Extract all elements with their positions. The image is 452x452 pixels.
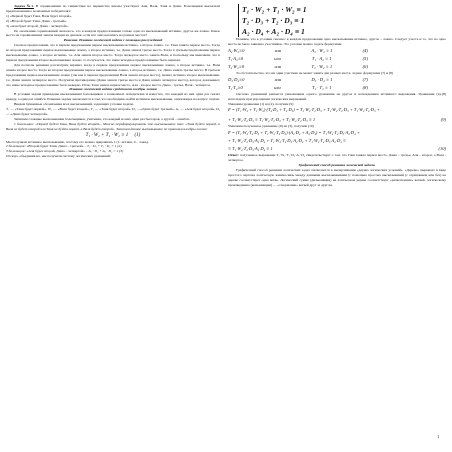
equation-9-line-2: + T₁·W₂·T₂·D₃ ≡ T₁·W₂·T₂·D₃ + T₁·W₂·T₂·D₃ ≡ 1 [228, 117, 316, 123]
right-column [228, 4, 446, 188]
notation-paragraph: T₁ — «Таня будет первой», W₂ — «Валя будет второй», T₂ — «Таня будет второй», D₃ —«Даша будет третьей», A₂ — «Аля будет второй», D₄ — «Даша будет четвертой». [6, 107, 220, 116]
page-number: 1 [437, 434, 440, 439]
constraint-rhs: T₁ · T₂ ≡ 1 [311, 84, 332, 90]
fan3-text: «Аля будет второй, Даша – четвертой» – [26, 149, 88, 154]
condition-paragraph: По окончании соревнований оказалось, что в каждом предположении только одно из высказываний истинно, другое же ложно. Какое место на соревнованиях заняла каждая из девочек, если все они оказались на разных местах? [6, 28, 220, 38]
constraint-or: или [274, 55, 281, 61]
task-title: Задача №1. [14, 4, 34, 8]
guess-1: 1) «Первой будет Таня, Валя будет второй». [6, 13, 72, 18]
system-equation-3: A₂ · D₄ + A₂ · D₄ ≡ 1 [242, 27, 305, 36]
constraint-row [228, 76, 368, 84]
constraint-lhs: D₃·D₄≡0 [228, 76, 245, 82]
constraint-or: или [274, 84, 281, 90]
guess-3: 3) «Аля будет второй, Даша - четвертой». [6, 23, 69, 28]
constraint-lhs: T₁·A₂≡0 [228, 55, 244, 61]
constraint-rhs: T₁ · A₂ ≡ 1 [311, 55, 332, 61]
truth-note: Мы получили истинное высказывание, поэтому его можно приравнять 1 (1- истина, 0 – ложь). [6, 139, 149, 144]
fan2-label: 2 болельщик: [6, 144, 26, 149]
algebra-paragraph-3: Запишем сложные высказывания болельщиков, учитывая, что каждый из них один раз был прав, а другой – ошибся. [14, 116, 190, 121]
constraint-or: или [274, 76, 282, 82]
constraint-lhs: T₁·T₂≡0 [228, 84, 243, 90]
reasoning-paragraph-1: Сначала предположим, что в первом предложении первое высказывание истинно, а второе ложно, т.е. Таня заняла первое место. Тогда во втором предложении первое высказывание ложно, а второе истинно, т.е. Даша заняла третье место. Тогда в третьем предложении первое высказывание ложно, а второе истинно, т.е. Аля заняла второе место. Тогда четвертое место заняла Валя, и поскольку мы выяснили, что в первом предложении второе высказывание ложно, то получается, что наше исходное предположение было верным. [6, 43, 220, 62]
constraints-table-1 [228, 47, 368, 71]
answer-paragraph [228, 153, 446, 163]
formula-2: T₂ · D₃ + T₂ · D₃ ≡ 1 (2) [87, 144, 122, 149]
equation-10-line-2: + T₁·W₂·T₂·D₃·A₂·D₄ + T₁·W₂·T₂·D₃·A₂·D₄ + T₁·W₂·T₂·D₃·A₂·D₄ ≡ [228, 138, 346, 144]
constraint-rhs: T₂ · W₂ ≡ 1 [311, 63, 333, 69]
fan3-label: 3 болельщик: [6, 149, 26, 154]
constraint-lhs: A₂·W₂≡0 [228, 47, 245, 53]
equation-10-line-1: F = (T₁·W₂·T₂·D₃ + T₁·W₂·T₂·D₃)·(A₂·D₄ + A₂·D₄) = T₁·W₂·T₂·D₃·A₂·D₄ + [228, 130, 360, 136]
constraint-row [228, 63, 368, 71]
answer-label: Ответ: [228, 153, 239, 158]
constraint-rhs: A₂ · W₂ ≡ 1 [311, 47, 333, 53]
algebra-paragraph-1: В условии задачи приведены высказывания болельщиков о возможных победителях и известно, что каждый из них один раз сказал правду, а один раз ошибся. Решение задачи заключается в том, что необходимо найти истинное высказывание, отвечающее на вопрос задачи. [6, 92, 220, 102]
answer-text: полученное выражение T₁·W₂·T₂·D₃·A₂·D₄ свидетельствует о том, что Таня заняла первое место, Даша – третье, Аля – второе, а Валя - четвертое. [228, 153, 446, 163]
guess-2: 2) «Второй будет Таня, Даша - третьей». [6, 18, 68, 23]
constraint-row [228, 84, 368, 92]
equation-10-line-3-row [228, 145, 446, 153]
fan2-text: «Второй будет Таня, Даша – третьей» – [26, 144, 87, 149]
formula-3: A₂ · D₄ + A₂ · D₄ ≡ 1 (3) [88, 149, 124, 154]
fan1-paragraph: 1 болельщик: «Первой будет Таня, Валя будет второй». Можно переформулировать это высказывание так: «Таня будет первой, а Валя не будет второй или Таня не будет первой, а Валя будет второй». Запишем данное высказывание по правилам алгебры логики: [6, 121, 220, 131]
constraint-lhs: T₂·W₂≡0 [228, 63, 245, 69]
multiply-1-2-note: Умножим уравнение (1) на (2), получим (9) [228, 101, 294, 106]
constraint-number: (7) [362, 76, 368, 82]
constraint-row [228, 47, 368, 55]
reasoning-paragraph-2: Для полноты решения рассмотрим вариант, когда в первом предложении первое высказывание ложно, а второе истинно, т.е. Валя заняла второе место. Тогда во втором предложении первое высказывание ложно, а второе истинно, т.е. Даша заняла третье место. В третьем предложении первое высказывание ложно (так как в первом предложении Валя заняла второе место), значит, истинно второе высказывание, т.е. Даша заняла четвертое место. Получили противоречие (Даша заняла третье место и Даша заняла четвертое место), которое доказывает, что наше исходное предположение было неверно. Итак, Таня заняла первое место, Аля - второе место, Даша - третье, Валя - четвертое. [6, 62, 220, 87]
constraint-number: (4) [362, 47, 368, 53]
distinct-places-paragraph: То обстоятельство, что ни один участник не может занять два разных места, задано формулами (7) и (8) [236, 70, 393, 75]
equation-9-number: (9) [440, 117, 446, 123]
task-paragraph [6, 4, 220, 14]
task-text: В соревновании по гимнастике на первенство школы участвуют Аня, Валя, Таня и Даша. Болельщики высказали предположения о возможных победителях: [6, 4, 220, 13]
constraint-number: (6) [362, 63, 368, 69]
equation-10-number: (10) [438, 146, 446, 152]
constraints-paragraph: Помним, что в условии сказано: в каждом предложении одно высказывание истинно, другое – ложно. Следует учесть и то, что на одно место не было заявлено участников. Это условие можно задать формулами [228, 37, 446, 46]
left-column [6, 4, 220, 159]
equation-9-line-2-row [228, 116, 446, 124]
section-heading-algebra: Решение логической задачи средствами алгебры логики [69, 87, 157, 92]
system-equation-1: T₁ · W₂ + T₁ · W₂ ≡ 1 [242, 5, 307, 14]
constraint-or: или [274, 63, 282, 69]
system-intro: Отсюда, объединив их, мы получили систему логических уравнений: [6, 154, 111, 159]
constraints-table-2 [228, 76, 368, 92]
section-heading-reasoning: Решение. Решение логической задачи с помощью рассуждений [63, 38, 163, 43]
equation-10-line-3: ≡ T₁·W₂·T₂·D₃·A₂·D₄ ≡ 1 [228, 146, 273, 152]
graphical-paragraph: Графический способ решения логических задач заключается в вычерчивании «дерева логических условий». «Дерево» вырывает в виде простого чертежа логическую взаимосвязь между данными высказываниями (с помощью простых высказываний (с отрицанием или без) на дереве соответствует одна ветвь. Логический сумме (дизъюнкции) на логическом дереве соответствует «разветвление» ветвей, логическому произведению (конъюнкции) — «следование» ветвей друг за другом. [228, 168, 446, 187]
constraint-or: или [274, 47, 282, 53]
formula-1: T₁ · W₂ + T₁ · W₂ ≡ 1 (1) [85, 132, 141, 138]
solve-method-paragraph: Система уравнений решается умножением одного уравнения на другое и нахождением истинного выражения. Уравнения (4)-(8) используем при упрощении логических выражений. [228, 91, 446, 101]
constraint-number: (8) [362, 84, 368, 90]
equation-system [238, 4, 307, 37]
algebra-paragraph-2: Введем буквенные обозначения всех высказываний, задающих условие задачи. [14, 102, 134, 107]
constraint-rhs: D₃ · D₄ ≡ 1 [311, 76, 333, 82]
multiply-9-3-note: Умножим полученное уравнение (9) на (3), получим (10) [228, 124, 314, 129]
constraint-number: (5) [362, 55, 368, 61]
system-equation-2: T₂ · D₃ + T₂ · D₃ ≡ 1 [242, 16, 305, 25]
equation-9-line-1: F = (T₁·W₂ + T₁·W₂)·(T₂·D₃ + T₂·D₃) = T₁·W₂·T₂·D₃ + T₁·W₂·T₂·D₃ + T₁·W₂·T₂·D₃ + [228, 107, 380, 113]
section-heading-graphical: Графический способ решения логической задачи. [298, 163, 376, 168]
constraint-row [228, 55, 368, 63]
